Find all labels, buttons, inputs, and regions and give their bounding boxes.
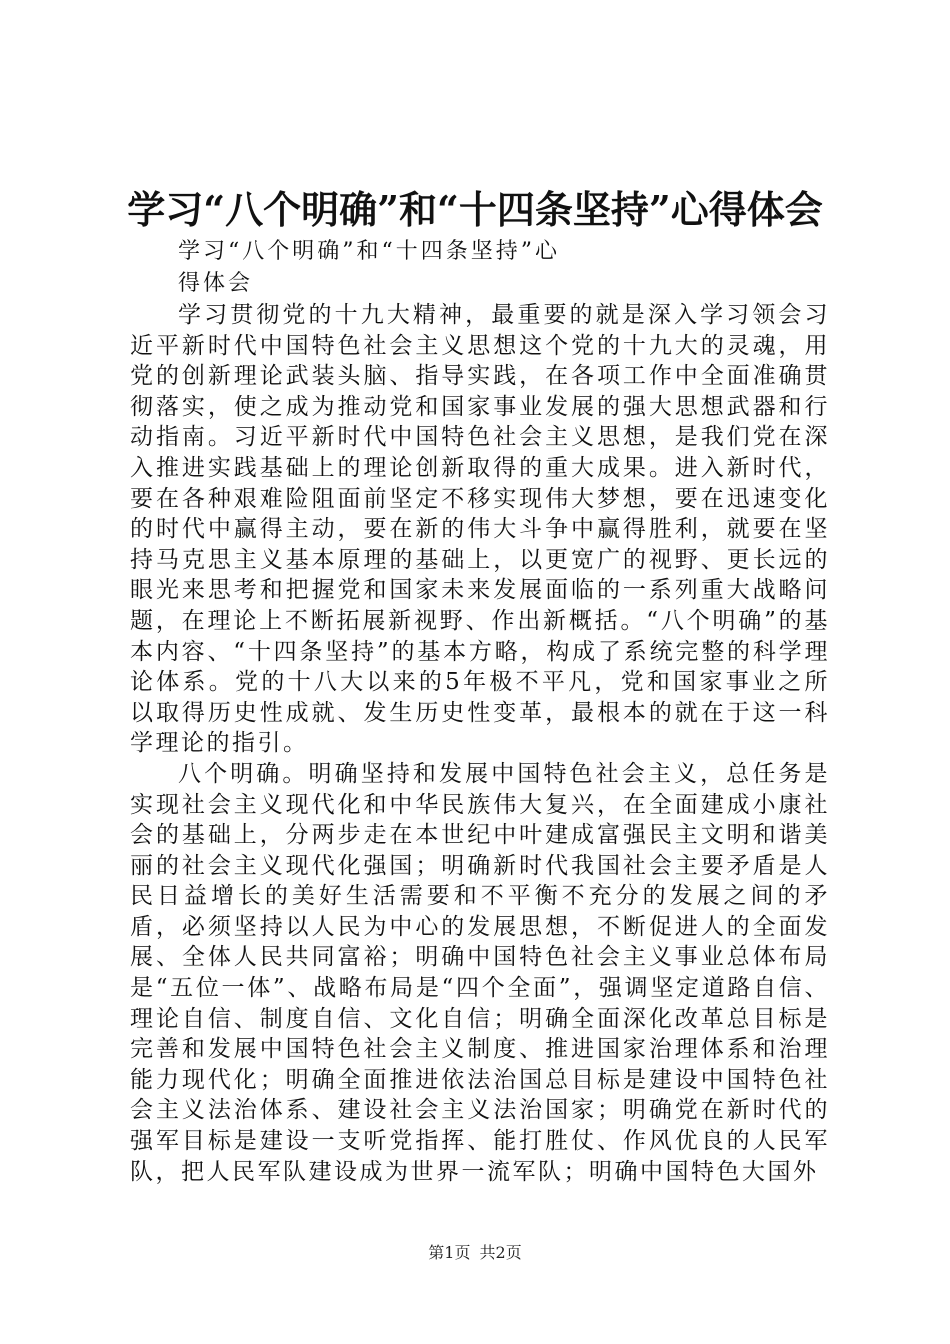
page-number: 第1页 <box>428 1243 471 1262</box>
subtitle-line-1: 学习“八个明确”和“十四条坚持”心 <box>178 239 560 264</box>
document-title: 学习“八个明确”和“十四条坚持”心得体会 <box>127 187 823 232</box>
page-total: 共2页 <box>479 1243 522 1262</box>
subtitle-line-2: 得体会 <box>178 271 254 296</box>
paragraph-eight-clarifications: 八个明确。明确坚持和发展中国特色社会主义，总任务是实现社会主义现代化和中华民族伟大复兴，在全面建成小康社会的基础上，分两步走在本世纪中叶建成富强民主文明和谐美丽的社会主义现代化强国；明确新时代我国社会主要矛盾是人民日益增长的美好生活需要和不平衡不充分的发展之间的矛盾，必须坚持以人民为中心的发展思想，不断促进人的全面发展、全体人民共同富裕；明确中国特色社会主义事业总体布局是“五位一体”、战略布局是“四个全面”，强调坚定道路自信、理论自信、制度自信、文化自信；明确全面深化改革总目标是完善和发展中国特色社会主义制度、推进国家治理体系和治理能力现代化；明确全面推进依法治国总目标是建设中国特色社会主义法治体系、建设社会主义法治国家；明确党在新时代的强军目标是建设一支听党指挥、能打胜仗、作风优良的人民军队，把人民军队建设成为世界一流军队；明确中国特色大国外 <box>130 760 830 1185</box>
paragraph-intro: 学习贯彻党的十九大精神，最重要的就是深入学习领会习近平新时代中国特色社会主义思想这个党的十九大的灵魂，用党的创新理论武装头脑、指导实践，在各项工作中全面准确贯彻落实，使之成为推动党和国家事业发展的强大思想武器和行动指南。习近平新时代中国特色社会主义思想，是我们党在深入推进实践基础上的理论创新取得的重大成果。进入新时代，要在各种艰难险阻面前坚定不移实现伟大梦想，要在迅速变化的时代中赢得主动，要在新的伟大斗争中赢得胜利，就要在坚持马克思主义基本原理的基础上，以更宽广的视野、更长远的眼光来思考和把握党和国家未来发展面临的一系列重大战略问题，在理论上不断拓展新视野、作出新概括。“八个明确”的基本内容、“十四条坚持”的基本方略，构成了系统完整的科学理论体系。党的十八大以来的5年极不平凡，党和国家事业之所以取得历史性成就、发生历史性变革，最根本的就在于这一科学理论的指引。 <box>130 302 830 757</box>
document-subtitle <box>178 236 638 300</box>
page-footer <box>0 1242 950 1264</box>
document-body <box>130 300 830 1187</box>
